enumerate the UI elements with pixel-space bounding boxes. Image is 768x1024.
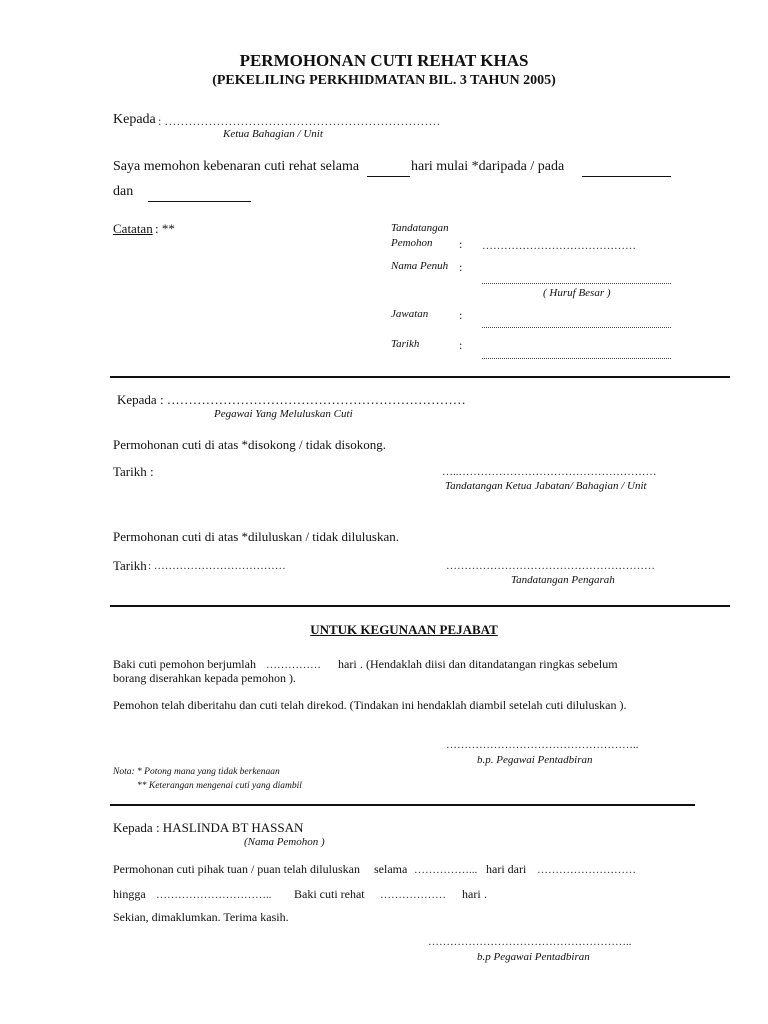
divider-2 [110,605,730,607]
baki-field[interactable]: …………… [266,659,321,671]
hingga-label: hingga [113,887,146,901]
baki-instruction-2: borang diserahkan kepada pemohon ). [113,671,296,685]
divider-3 [110,804,695,806]
signature-colon: : [459,237,463,251]
sekian-text: Sekian, dimaklumkan. Terima kasih. [113,910,289,924]
selama-label: selama [374,862,408,876]
tarikh-label: Tarikh [391,338,420,350]
nama-label: Nama Penuh [391,260,449,272]
nama-field[interactable] [482,283,671,284]
signature-label: Tandatangan [391,222,449,234]
baki-label: Baki cuti pemohon berjumlah [113,657,256,671]
jawatan-label: Jawatan [391,308,429,320]
request-dan-text: dan [113,184,134,199]
nama-colon: : [459,260,463,274]
catatan-label: Catatan [113,221,153,236]
office-use-heading: UNTUK KEGUNAAN PEJABAT [310,622,498,637]
baki-instruction: . (Hendaklah diisi dan ditandatangan ringkas sebelum [360,657,618,671]
pengarah-signature-field[interactable]: ………………………………………………… [446,560,655,572]
hingga-field[interactable]: ………………………….. [156,889,272,901]
pentadbiran-signature-caption: b.p. Pegawai Pentadbiran [477,754,593,766]
tarikh-lulus-field[interactable]: : ……………………………… [148,560,286,572]
selama-field[interactable]: ……………... [414,864,478,876]
sokong-text: Permohonan cuti di atas *disokong / tidak disokong. [113,437,386,452]
lulus-notice-text: Permohonan cuti pihak tuan / puan telah diluluskan [113,862,360,876]
tarikh-sokong-label: Tarikh : [113,464,154,479]
hari-dari-label: hari dari [486,862,527,876]
pelulus-caption: Pegawai Yang Meluluskan Cuti [214,408,353,420]
jawatan-field[interactable] [482,327,671,328]
request-hari-text: hari mulai *daripada / pada [411,159,565,174]
ketua-signature-caption: Tandatangan Ketua Jabatan/ Bahagian / Unit [445,480,647,492]
pengarah-signature-caption: Tandatangan Pengarah [511,574,615,586]
baki-rehat-field[interactable]: ……………… [380,889,446,901]
start-date-field[interactable] [582,176,671,177]
signature-label-2: Pemohon [391,237,433,249]
request-text: Saya memohon kebenaran cuti rehat selama [113,159,360,174]
kepada-caption: Ketua Bahagian / Unit [223,128,323,140]
lulus-text: Permohonan cuti di atas *diluluskan / tidak diluluskan. [113,529,399,544]
pemohon-diberitahu-text: Pemohon telah diberitahu dan cuti telah direkod. (Tindakan ini hendaklah diambil setelah cuti diluluskan ). [113,698,627,712]
final-signature-field[interactable]: ……………………………………………….. [428,936,632,948]
baki-hari: hari [338,657,357,671]
catatan-note: : ** [155,221,175,236]
tarikh-field[interactable] [482,358,671,359]
kepada-pemohon: Kepada : HASLINDA BT HASSAN [113,820,304,835]
hari-end-period: . [484,887,487,901]
nota-line-2: ** Keterangan mengenai cuti yang diambil [137,781,302,791]
kepada-field[interactable]: : …………………………………………………………… [158,114,441,128]
hari-end-label: hari [462,887,481,901]
huruf-besar-caption: ( Huruf Besar ) [543,287,611,299]
days-field[interactable] [367,176,410,177]
kepada-label: Kepada [113,112,156,127]
dari-field[interactable]: ……………………… [537,864,636,876]
baki-rehat-label: Baki cuti rehat [294,887,365,901]
nota-line-1: Nota: * Potong mana yang tidak berkenaan [113,767,280,777]
tarikh-colon: : [459,338,463,352]
divider-1 [110,376,730,378]
tarikh-lulus-label: Tarikh [113,558,147,573]
jawatan-colon: : [459,308,463,322]
final-signature-caption: b.p Pegawai Pentadbiran [477,951,590,963]
pentadbiran-signature-field[interactable]: …………………………………………….. [446,739,639,751]
nama-pemohon-caption: (Nama Pemohon ) [244,836,325,848]
signature-field[interactable]: …………………………………… [482,240,636,252]
form-subtitle: (PEKELILING PERKHIDMATAN BIL. 3 TAHUN 2005) [212,73,556,88]
ketua-signature-field[interactable]: …..……………………………………………… [442,466,657,478]
kepada-pelulus[interactable]: Kepada : …………………………………………………………… [117,392,466,407]
form-title: PERMOHONAN CUTI REHAT KHAS [239,51,529,70]
end-date-field[interactable] [148,201,251,202]
